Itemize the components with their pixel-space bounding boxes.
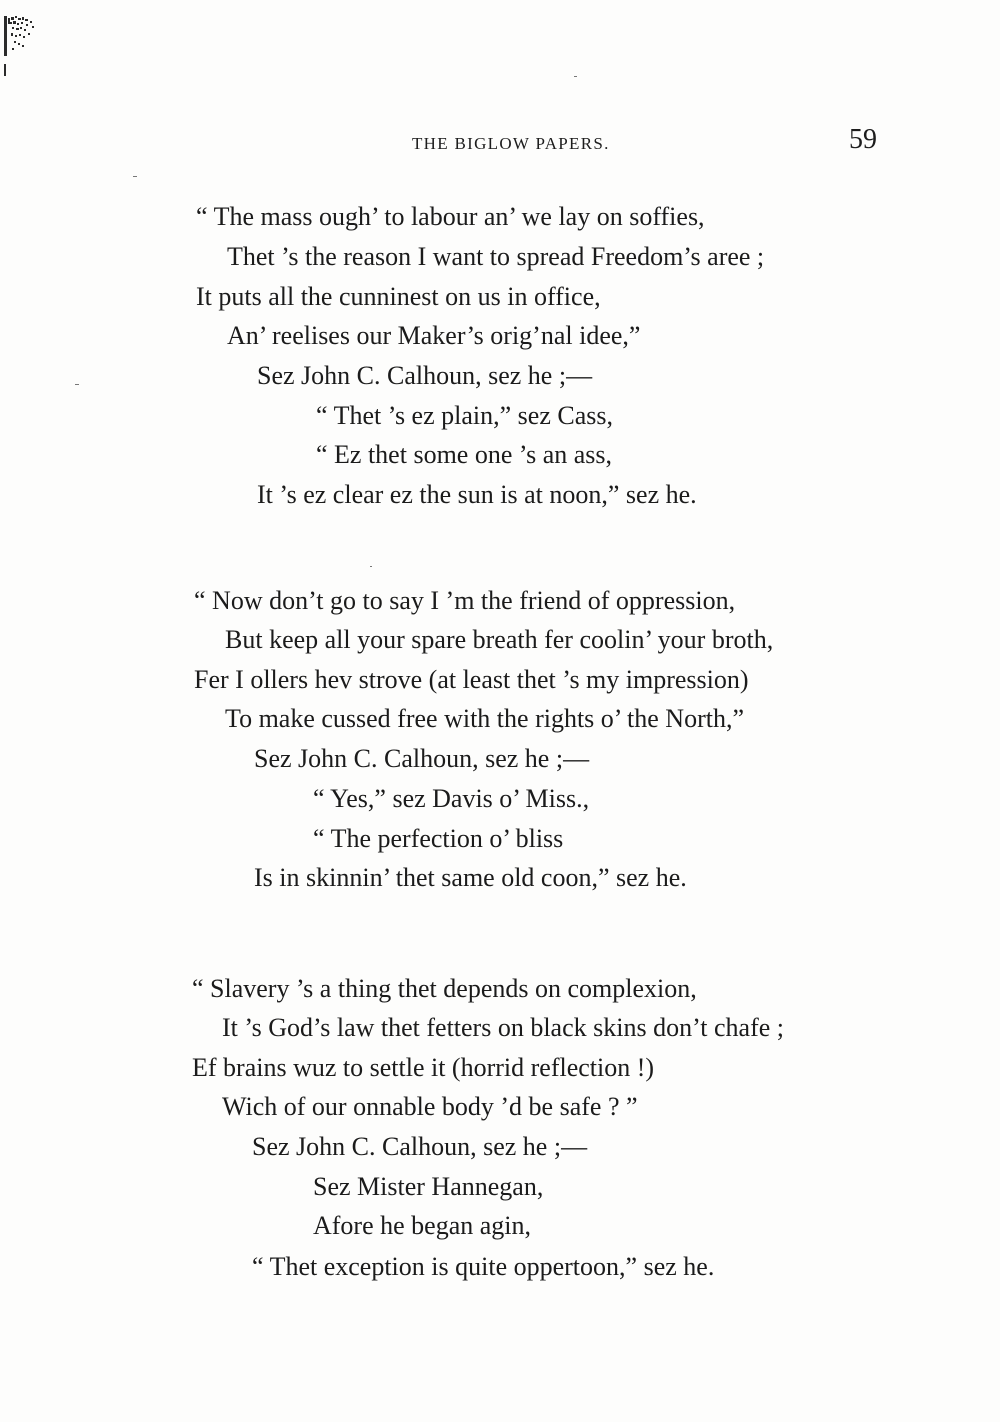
scan-dust	[75, 384, 79, 385]
verse-line: Ef brains wuz to settle it (horrid reflection !)	[192, 1053, 655, 1082]
running-title: THE BIGLOW PAPERS.	[412, 134, 610, 153]
verse-line: Wich of our onnable body ’d be safe ? ”	[222, 1092, 638, 1121]
verse-line: Afore he began agin,	[313, 1211, 532, 1240]
verse-line: “ Ez thet some one ’s an ass,	[316, 440, 613, 469]
verse-line: “ Thet exception is quite oppertoon,” sez he.	[252, 1252, 715, 1281]
verse-line: “ Thet ’s ez plain,” sez Cass,	[316, 401, 613, 430]
page-number: 59	[849, 124, 877, 155]
verse-line: “ The perfection o’ bliss	[313, 824, 564, 853]
scan-edge-speckle	[2, 14, 46, 78]
verse-line: Is in skinnin’ thet same old coon,” sez he.	[254, 863, 687, 892]
scan-dust	[370, 566, 372, 567]
verse-line: “ Yes,” sez Davis o’ Miss.,	[313, 784, 590, 813]
verse-line: An’ reelises our Maker’s orig’nal idee,”	[227, 321, 641, 350]
verse-line: Sez Mister Hannegan,	[313, 1172, 544, 1201]
scan-dust	[574, 76, 577, 77]
verse-line: “ Slavery ’s a thing thet depends on complexion,	[192, 974, 697, 1003]
verse-line: To make cussed free with the rights o’ the North,”	[225, 704, 744, 733]
verse-line: Sez John C. Calhoun, sez he ;—	[254, 744, 590, 773]
verse-line: “ Now don’t go to say I ’m the friend of oppression,	[194, 586, 736, 615]
verse-line: “ The mass ough’ to labour an’ we lay on soffies,	[196, 202, 705, 231]
verse-line: Sez John C. Calhoun, sez he ;—	[252, 1132, 588, 1161]
verse-line: But keep all your spare breath fer coolin’ your broth,	[225, 625, 774, 654]
verse-line: Thet ’s the reason I want to spread Freedom’s aree ;	[227, 242, 765, 271]
verse-line: Fer I ollers hev strove (at least thet ’s my impression)	[194, 665, 749, 694]
verse-line: It ’s ez clear ez the sun is at noon,” sez he.	[257, 480, 697, 509]
verse-line: Sez John C. Calhoun, sez he ;—	[257, 361, 593, 390]
running-head	[0, 124, 1000, 160]
verse-line: It ’s God’s law thet fetters on black skins don’t chafe ;	[222, 1013, 785, 1042]
scan-dust	[133, 176, 137, 177]
verse-line: It puts all the cunninest on us in office,	[196, 282, 601, 311]
